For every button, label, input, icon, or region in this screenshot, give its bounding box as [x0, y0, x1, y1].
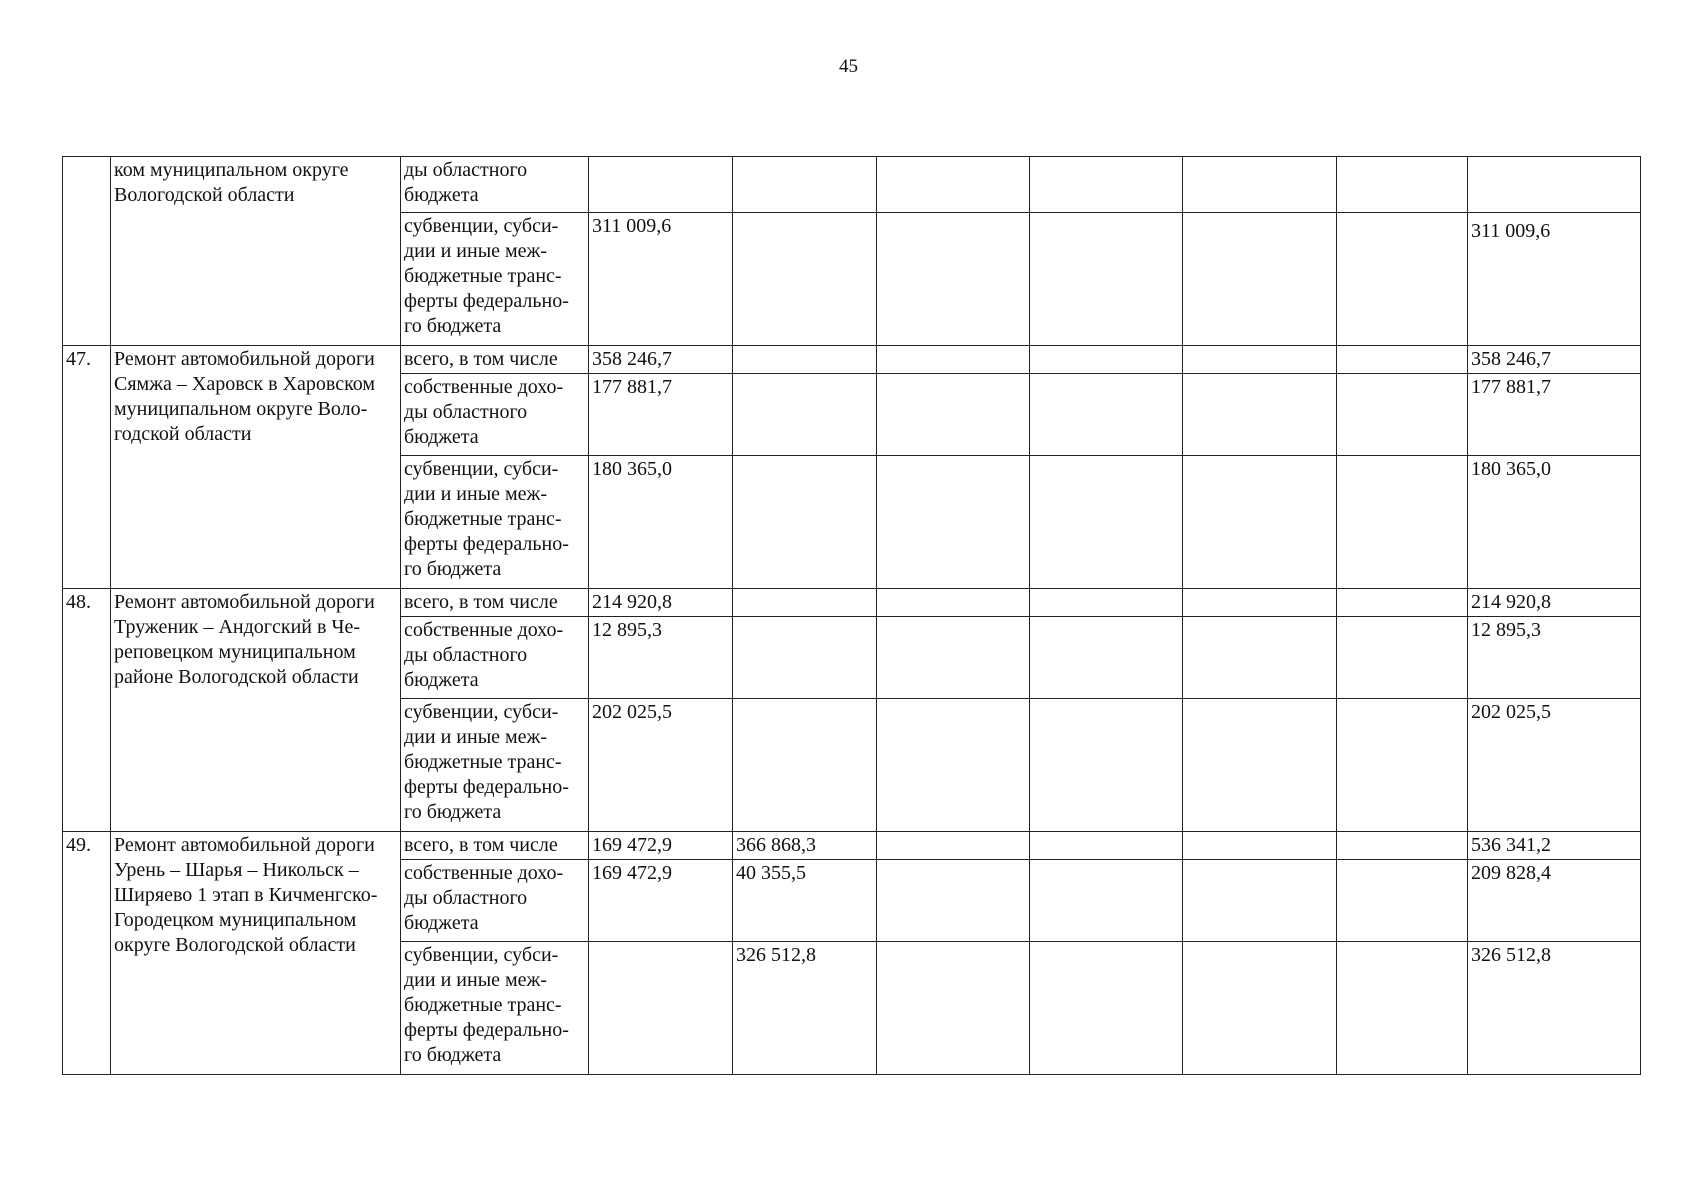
empty-cell [1030, 456, 1183, 589]
value-cell [589, 157, 733, 213]
value-cell: 366 868,3 [733, 832, 877, 860]
object-name-cell: Ремонт автомобильной дороги Сямжа – Харовск в Харовском муниципальном округе Воло-годской области [111, 346, 401, 589]
empty-cell [1183, 617, 1337, 699]
empty-cell [1337, 157, 1468, 213]
funding-source-cell: субвенции, субси- дии и иные меж- бюджетные транс- ферты федерально- го бюджета [401, 456, 589, 589]
object-name-cell: Ремонт автомобильной дороги Труженик – Андогский в Че-реповецком муниципальном районе Вологодской области [111, 589, 401, 832]
value-cell [733, 346, 877, 374]
empty-cell [877, 157, 1030, 213]
empty-cell [1183, 456, 1337, 589]
empty-cell [1183, 589, 1337, 617]
empty-cell [1337, 589, 1468, 617]
empty-cell [1337, 456, 1468, 589]
value-cell: 169 472,9 [589, 832, 733, 860]
total-cell: 536 341,2 [1468, 832, 1641, 860]
value-cell [733, 213, 877, 346]
empty-cell [1337, 346, 1468, 374]
empty-cell [1183, 157, 1337, 213]
empty-cell [1030, 699, 1183, 832]
total-cell: 12 895,3 [1468, 617, 1641, 699]
empty-cell [877, 589, 1030, 617]
empty-cell [1337, 617, 1468, 699]
empty-cell [1337, 942, 1468, 1075]
empty-cell [1030, 213, 1183, 346]
empty-cell [877, 699, 1030, 832]
empty-cell [1183, 374, 1337, 456]
value-cell: 180 365,0 [589, 456, 733, 589]
value-cell [589, 942, 733, 1075]
empty-cell [877, 942, 1030, 1075]
funding-source-cell: ды областного бюджета [401, 157, 589, 213]
total-cell: 326 512,8 [1468, 942, 1641, 1075]
total-cell: 358 246,7 [1468, 346, 1641, 374]
total-cell: 214 920,8 [1468, 589, 1641, 617]
value-cell [733, 157, 877, 213]
value-cell: 169 472,9 [589, 860, 733, 942]
value-cell: 326 512,8 [733, 942, 877, 1075]
empty-cell [877, 346, 1030, 374]
funding-source-cell: всего, в том числе [401, 832, 589, 860]
table-row [63, 157, 1641, 213]
value-cell: 214 920,8 [589, 589, 733, 617]
row-number-cell: 49. [63, 832, 111, 1075]
funding-source-cell: субвенции, субси- дии и иные меж- бюджетные транс- ферты федерально- го бюджета [401, 699, 589, 832]
table-row [63, 832, 1641, 860]
empty-cell [877, 456, 1030, 589]
empty-cell [1183, 942, 1337, 1075]
page-number: 45 [839, 56, 858, 77]
value-cell [733, 456, 877, 589]
table-row [63, 589, 1641, 617]
funding-source-cell: субвенции, субси- дии и иные меж- бюджетные транс- ферты федерально- го бюджета [401, 942, 589, 1075]
empty-cell [877, 832, 1030, 860]
row-number-cell: 47. [63, 346, 111, 589]
funding-source-cell: собственные дохо- ды областного бюджета [401, 374, 589, 456]
funding-source-cell: всего, в том числе [401, 346, 589, 374]
empty-cell [1030, 346, 1183, 374]
object-name-cell: ком муниципальном округе Вологодской области [111, 157, 401, 346]
empty-cell [877, 617, 1030, 699]
empty-cell [1030, 860, 1183, 942]
object-name-cell: Ремонт автомобильной дороги Урень – Шарья – Никольск – Ширяево 1 этап в Кичменгско-Городецком муниципальном округе Вологодской области [111, 832, 401, 1075]
value-cell: 311 009,6 [589, 213, 733, 346]
funding-source-cell: собственные дохо- ды областного бюджета [401, 860, 589, 942]
total-cell: 177 881,7 [1468, 374, 1641, 456]
value-cell: 202 025,5 [589, 699, 733, 832]
row-number-cell [63, 157, 111, 346]
table-row [63, 346, 1641, 374]
empty-cell [1337, 374, 1468, 456]
empty-cell [877, 860, 1030, 942]
funding-source-cell: всего, в том числе [401, 589, 589, 617]
empty-cell [1183, 213, 1337, 346]
empty-cell [1030, 157, 1183, 213]
total-cell [1468, 157, 1641, 213]
empty-cell [1030, 832, 1183, 860]
total-cell: 209 828,4 [1468, 860, 1641, 942]
budget-table [62, 156, 1641, 1075]
value-cell: 177 881,7 [589, 374, 733, 456]
value-cell: 12 895,3 [589, 617, 733, 699]
empty-cell [1030, 617, 1183, 699]
value-cell [733, 699, 877, 832]
row-number-cell: 48. [63, 589, 111, 832]
value-cell [733, 374, 877, 456]
funding-source-cell: собственные дохо- ды областного бюджета [401, 617, 589, 699]
value-cell [733, 589, 877, 617]
total-cell: 311 009,6 [1468, 213, 1641, 346]
empty-cell [1337, 860, 1468, 942]
empty-cell [877, 374, 1030, 456]
empty-cell [1337, 699, 1468, 832]
empty-cell [1030, 942, 1183, 1075]
empty-cell [1183, 346, 1337, 374]
total-cell: 180 365,0 [1468, 456, 1641, 589]
total-cell: 202 025,5 [1468, 699, 1641, 832]
empty-cell [877, 213, 1030, 346]
empty-cell [1337, 832, 1468, 860]
empty-cell [1030, 374, 1183, 456]
empty-cell [1030, 589, 1183, 617]
value-cell [733, 617, 877, 699]
empty-cell [1337, 213, 1468, 346]
empty-cell [1183, 699, 1337, 832]
empty-cell [1183, 832, 1337, 860]
funding-source-cell: субвенции, субси- дии и иные меж- бюджетные транс- ферты федерально- го бюджета [401, 213, 589, 346]
value-cell: 40 355,5 [733, 860, 877, 942]
empty-cell [1183, 860, 1337, 942]
value-cell: 358 246,7 [589, 346, 733, 374]
